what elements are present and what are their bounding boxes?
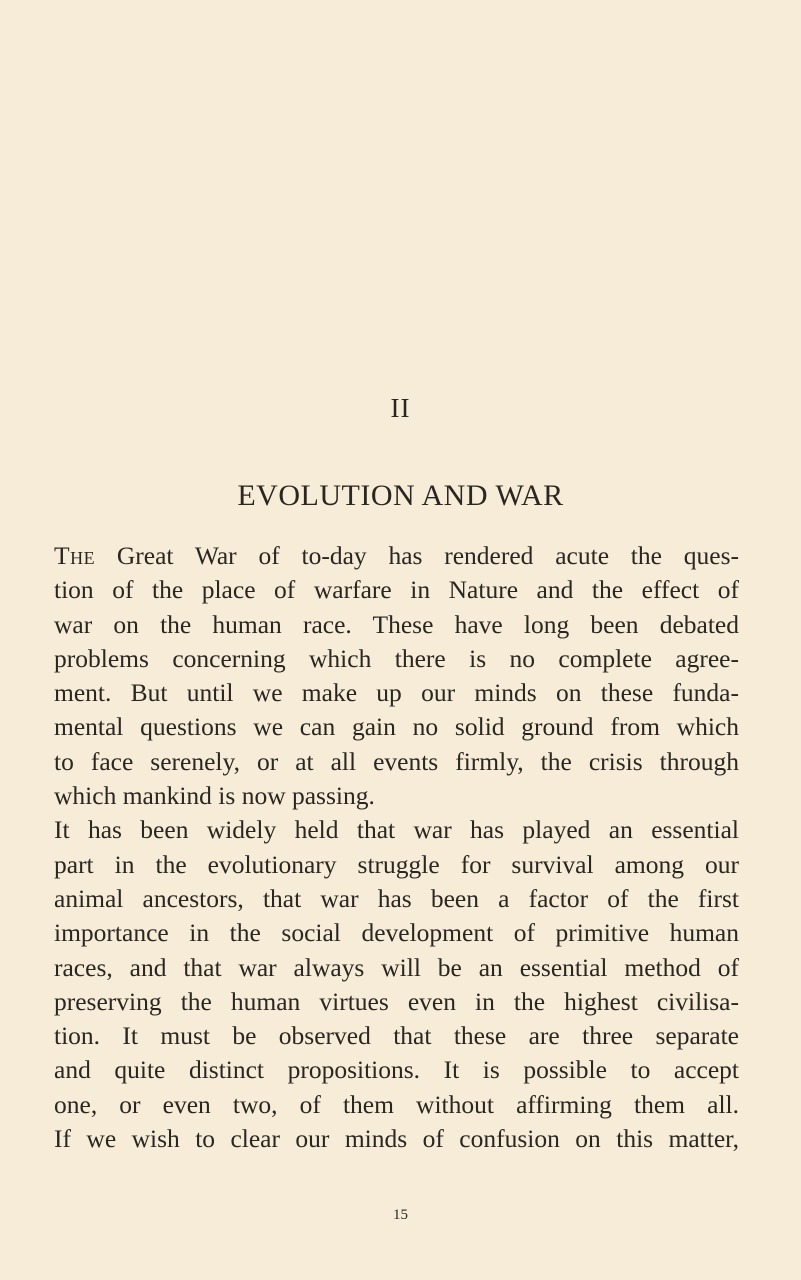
text-line: It has been widely held that war has played an essential <box>54 815 739 845</box>
text-line: ment. But until we make up our minds on these funda- <box>54 678 739 708</box>
text-line: which mankind is now passing. <box>54 781 375 811</box>
text-line: tion. It must be observed that these are three separate <box>54 1021 739 1051</box>
text-line: mental questions we can gain no solid ground from which <box>54 712 739 742</box>
text-line: animal ancestors, that war has been a factor of the first <box>54 883 739 913</box>
text-line: problems concerning which there is no complete agree- <box>54 643 739 673</box>
text-line: races, and that war always will be an essential method of <box>54 952 739 982</box>
page-number: 15 <box>393 1207 408 1223</box>
text-line: preserving the human virtues even in the highest civilisa- <box>54 986 739 1016</box>
chapter-title: EVOLUTION AND WAR <box>237 479 564 512</box>
text-line: part in the evolutionary struggle for survival among our <box>54 849 739 879</box>
line-text: Great War of to-day has rendered acute the ques- <box>95 541 739 570</box>
text-line: and quite distinct propositions. It is possible to accept <box>54 1055 739 1085</box>
text-line: war on the human race. These have long been debated <box>54 609 739 639</box>
text-line: If we wish to clear our minds of confusion on this matter, <box>54 1124 739 1154</box>
text-line: to face serenely, or at all events firmly, the crisis through <box>54 746 739 776</box>
body-text <box>54 539 739 1156</box>
text-line <box>54 539 739 573</box>
text-line: tion of the place of warfare in Nature and the effect of <box>54 575 739 605</box>
first-word: The <box>54 541 96 570</box>
text-line: importance in the social development of primitive human <box>54 918 739 948</box>
text-line: one, or even two, of them without affirming them all. <box>54 1089 739 1119</box>
chapter-number: II <box>390 393 411 423</box>
